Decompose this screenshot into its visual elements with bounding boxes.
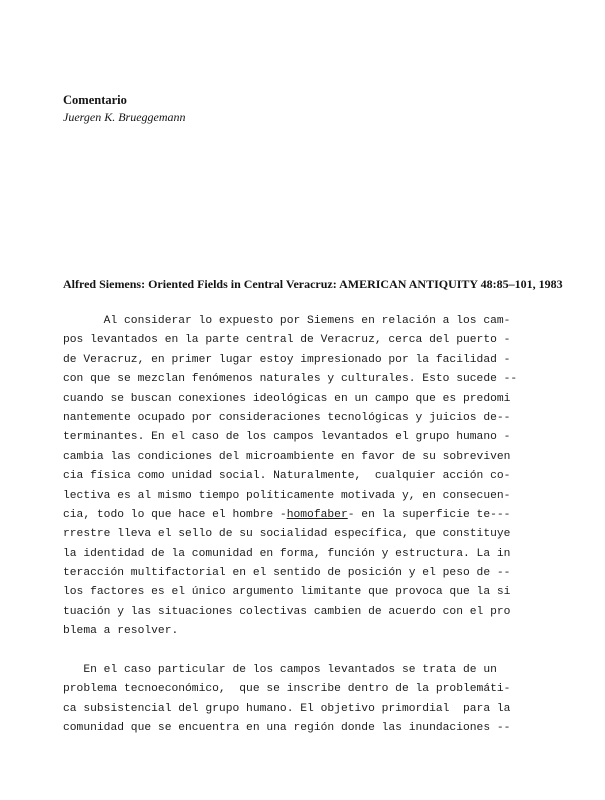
text-line: la identidad de la comunidad en forma, función y estructura. La in [63, 547, 511, 560]
text-line: ca subsistencial del grupo humano. El objetivo primordial para la [63, 702, 511, 715]
text-line: tuación y las situaciones colectivas cambien de acuerdo con el pro [63, 605, 511, 618]
text-line: lectiva es al mismo tiempo políticamente motivada y, en consecuen- [63, 489, 511, 502]
body-text [63, 312, 563, 739]
text-line: comunidad que se encuentra en una región donde las inundaciones -- [63, 722, 511, 735]
text-line: cambia las condiciones del microambiente en favor de su sobreviven [63, 450, 511, 463]
text-line: teracción multifactorial en el sentido de posición y el peso de -- [63, 567, 511, 580]
paragraph-gap [63, 642, 563, 661]
text-line: de Veracruz, en primer lugar estoy impresionado por la facilidad - [63, 353, 511, 366]
text-segment: cia, todo lo que hace el hombre - [63, 508, 287, 521]
text-line: nantemente ocupado por consideraciones tecnológicas y juicios de-- [63, 411, 511, 424]
text-line: blema a resolver. [63, 625, 179, 638]
text-line: En el caso particular de los campos levantados se trata de un [63, 664, 497, 677]
text-line: cuando se buscan conexiones ideológicas en un campo que es predomi [63, 392, 511, 405]
text-line: Al considerar lo expuesto por Siemens en relación a los cam- [63, 315, 511, 327]
text-line: los factores es el único argumento limitante que provoca que la si [63, 586, 511, 599]
text-line: pos levantados en la parte central de Veracruz, cerca del puerto - [63, 334, 511, 347]
text-line: con que se mezclan fenómenos naturales y culturales. Esto sucede -- [63, 373, 518, 386]
author-name: Juergen K. Brueggemann [63, 110, 186, 124]
paragraph-2 [63, 661, 563, 739]
text-line: cia física como unidad social. Naturalmente, cualquier acción co- [63, 470, 511, 483]
section-label: Comentario [63, 93, 127, 107]
underlined-term: homofaber [286, 508, 348, 521]
article-citation: Alfred Siemens: Oriented Fields in Central Veracruz: AMERICAN ANTIQUITY 48:85–101, 1983 [63, 277, 563, 291]
text-line: problema tecnoeconómico, que se inscribe dentro de la problemáti- [63, 683, 511, 696]
text-segment: - en la superficie te--- [347, 508, 511, 521]
header-block [63, 92, 186, 126]
text-line [63, 506, 563, 525]
text-line: rrestre lleva el sello de su socialidad específica, que constituye [63, 528, 511, 541]
paragraph-1 [63, 312, 563, 642]
text-line: terminantes. En el caso de los campos levantados el grupo humano - [63, 431, 511, 444]
